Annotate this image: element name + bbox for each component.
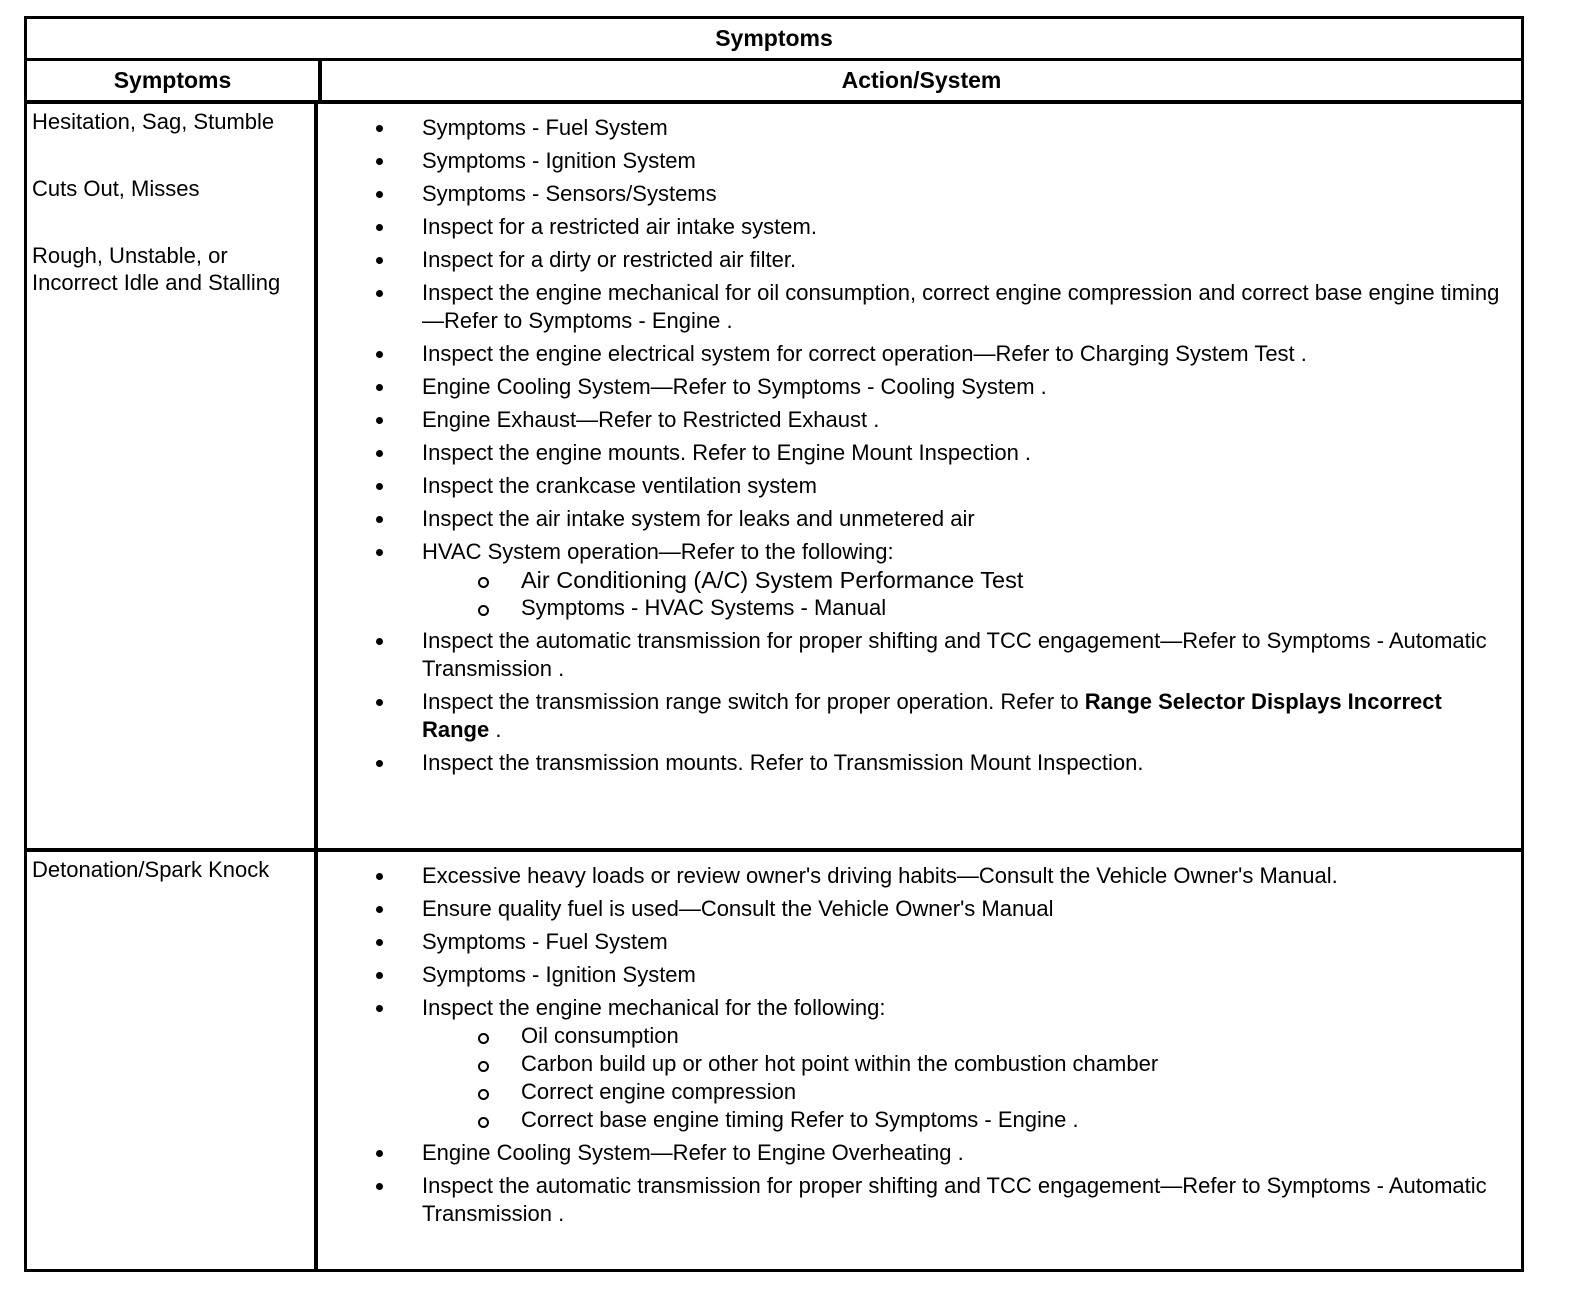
list-item xyxy=(318,406,1513,434)
action-text: Inspect for a dirty or restricted air filter. xyxy=(422,247,797,272)
action-text: Inspect the engine mechanical for the following: xyxy=(422,995,886,1020)
action-text-suffix: . xyxy=(489,717,502,742)
sub-action-text: Correct engine compression xyxy=(521,1079,797,1104)
bullet-icon xyxy=(376,1150,383,1157)
action-text: Inspect the automatic transmission for proper shifting and TCC engagement—Refer to Symptoms - Automatic Transmission . xyxy=(422,1173,1487,1226)
circle-bullet-icon xyxy=(478,1033,489,1044)
action-cell xyxy=(318,104,1521,848)
table-row xyxy=(27,104,1521,852)
list-item xyxy=(318,279,1513,335)
action-text: Symptoms - Ignition System xyxy=(422,962,696,987)
bullet-icon xyxy=(376,125,383,132)
bullet-icon xyxy=(376,158,383,165)
bullet-icon xyxy=(376,699,383,706)
action-text: Inspect for a restricted air intake system. xyxy=(422,214,817,239)
bullet-icon xyxy=(376,384,383,391)
action-text: Inspect the air intake system for leaks and unmetered air xyxy=(422,506,975,531)
bullet-icon xyxy=(376,1005,383,1012)
action-text: Engine Cooling System—Refer to Engine Overheating . xyxy=(422,1140,964,1165)
circle-bullet-icon xyxy=(478,1117,489,1128)
list-item xyxy=(318,213,1513,241)
list-item xyxy=(318,373,1513,401)
bullet-icon xyxy=(376,873,383,880)
header-symptoms: Symptoms xyxy=(27,61,322,100)
sub-action-text: Air Conditioning (A/C) System Performance Test xyxy=(521,567,1024,593)
circle-bullet-icon xyxy=(478,577,489,588)
symptom-cell xyxy=(27,852,318,1269)
circle-bullet-icon xyxy=(478,605,489,616)
sub-list-item xyxy=(422,1050,1513,1078)
action-text: Inspect the automatic transmission for proper shifting and TCC engagement—Refer to Symptoms - Automatic Transmission . xyxy=(422,628,1487,681)
circle-bullet-icon xyxy=(478,1089,489,1100)
table-title-text: Symptoms xyxy=(715,25,833,51)
bullet-icon xyxy=(376,906,383,913)
action-cell xyxy=(318,852,1521,1269)
action-text: Inspect the engine mechanical for oil consumption, correct engine compression and correct base engine timing—Refer to Symptoms - Engine . xyxy=(422,280,1500,333)
list-item xyxy=(318,862,1513,890)
bullet-icon xyxy=(376,483,383,490)
sub-list xyxy=(422,566,1513,622)
list-item xyxy=(318,895,1513,923)
list-item xyxy=(318,246,1513,274)
action-text: Symptoms - Sensors/Systems xyxy=(422,181,717,206)
table-header-row xyxy=(27,61,1521,104)
sub-list-item xyxy=(422,1022,1513,1050)
bullet-icon xyxy=(376,351,383,358)
list-item xyxy=(318,538,1513,622)
action-text: Ensure quality fuel is used—Consult the Vehicle Owner's Manual xyxy=(422,896,1054,921)
sub-list-item xyxy=(422,594,1513,622)
bullet-icon xyxy=(376,417,383,424)
action-text: Inspect the engine electrical system for correct operation—Refer to Charging System Test . xyxy=(422,341,1307,366)
symptom-text: Detonation/Spark Knock xyxy=(32,857,270,882)
list-item xyxy=(318,627,1513,683)
action-text: Engine Exhaust—Refer to Restricted Exhaust . xyxy=(422,407,880,432)
list-item xyxy=(318,961,1513,989)
bullet-icon xyxy=(376,1183,383,1190)
list-item xyxy=(318,1172,1513,1228)
action-bold-link-text: Range Selector Displays Incorrect Range xyxy=(422,689,1442,742)
symptom-text: Incorrect Idle and Stalling xyxy=(32,270,281,295)
list-item xyxy=(318,147,1513,175)
action-text: Inspect the crankcase ventilation system xyxy=(422,473,817,498)
bullet-icon xyxy=(376,450,383,457)
list-item xyxy=(318,439,1513,467)
symptom-text: Rough, Unstable, or xyxy=(32,243,228,268)
sub-list-item xyxy=(422,566,1513,594)
sub-action-text: Carbon build up or other hot point within the combustion chamber xyxy=(521,1051,1159,1076)
sub-action-text: Oil consumption xyxy=(521,1023,679,1048)
symptom-cell xyxy=(27,104,318,848)
bullet-icon xyxy=(376,549,383,556)
sub-action-text: Correct base engine timing Refer to Symptoms - Engine . xyxy=(521,1107,1079,1132)
action-text: Symptoms - Fuel System xyxy=(422,929,668,954)
action-text: Symptoms - Fuel System xyxy=(422,115,668,140)
table-row xyxy=(27,852,1521,1269)
header-action-system: Action/System xyxy=(841,67,1002,93)
action-text: Excessive heavy loads or review owner's driving habits—Consult the Vehicle Owner's Manual. xyxy=(422,863,1338,888)
list-item xyxy=(318,688,1513,744)
list-item xyxy=(318,505,1513,533)
bullet-icon xyxy=(376,290,383,297)
list-item xyxy=(318,340,1513,368)
bullet-icon xyxy=(376,972,383,979)
list-item xyxy=(318,180,1513,208)
bullet-icon xyxy=(376,224,383,231)
bullet-icon xyxy=(376,638,383,645)
action-text: Inspect the engine mounts. Refer to Engine Mount Inspection . xyxy=(422,440,1032,465)
bullet-icon xyxy=(376,939,383,946)
action-text: Inspect the transmission range switch for proper operation. Refer to xyxy=(422,689,1085,714)
symptoms-table xyxy=(24,16,1524,1272)
sub-list xyxy=(422,1022,1513,1134)
action-list xyxy=(318,114,1513,777)
list-item xyxy=(318,749,1513,777)
bullet-icon xyxy=(376,191,383,198)
circle-bullet-icon xyxy=(478,1061,489,1072)
symptom-text: Cuts Out, Misses xyxy=(32,176,200,201)
action-text: Engine Cooling System—Refer to Symptoms - Cooling System . xyxy=(422,374,1047,399)
action-text: Symptoms - Ignition System xyxy=(422,148,696,173)
sub-list-item xyxy=(422,1106,1513,1134)
action-text: Inspect the transmission mounts. Refer to Transmission Mount Inspection. xyxy=(422,750,1144,775)
action-text: HVAC System operation—Refer to the following: xyxy=(422,539,894,564)
list-item xyxy=(318,928,1513,956)
sub-action-text: Symptoms - HVAC Systems - Manual xyxy=(521,595,887,620)
sub-list-item xyxy=(422,1078,1513,1106)
bullet-icon xyxy=(376,257,383,264)
bullet-icon xyxy=(376,516,383,523)
list-item xyxy=(318,1139,1513,1167)
bullet-icon xyxy=(376,760,383,767)
table-title xyxy=(27,19,1521,61)
list-item xyxy=(318,994,1513,1134)
symptom-text: Hesitation, Sag, Stumble xyxy=(32,109,275,134)
list-item xyxy=(318,472,1513,500)
list-item xyxy=(318,114,1513,142)
action-list xyxy=(318,862,1513,1228)
